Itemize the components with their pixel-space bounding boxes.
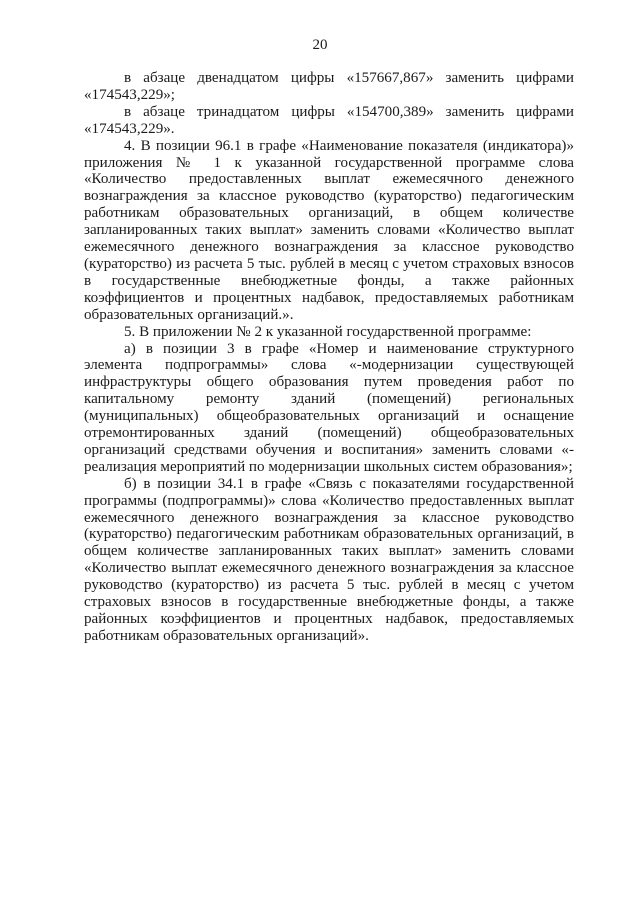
paragraph-twelfth-subparagraph: в абзаце двенадцатом цифры «157667,867» заменить цифрами «174543,229»; — [84, 70, 574, 103]
paragraph-item-5a: а) в позиции 3 в графе «Номер и наименование структурного элемента подпрограммы» слова «-модернизации существующей инфраструктуры общего образования путем проведения работ по капитальному ремонту зданий (помещений) региональных (муниципальных) общеобразовательных организаций и оснащение отремонтированных зданий (помещений) общеобразовательных организаций средствами обучения и воспитания» заменить словами «-реализация мероприятий по модернизации школьных систем образования»; — [84, 340, 574, 475]
document-body — [84, 70, 574, 645]
paragraph-item-5: 5. В приложении № 2 к указанной государственной программе: — [124, 323, 532, 340]
paragraph-item-4: 4. В позиции 96.1 в графе «Наименование показателя (индикатора)» приложения № 1 к указанной государственной программе слова «Количество предоставленных выплат ежемесячного денежного вознаграждения за классное руководство (кураторство) педагогическим работникам образовательных организаций, в общем количестве запланированных таких выплат» заменить словами «Количество выплат ежемесячного денежного вознаграждения за классное руководство (кураторство) из расчета 5 тыс. рублей в месяц с учетом страховых взносов в государственные внебюджетные фонды, а также районных коэффициентов и процентных надбавок, предоставляемых работникам образовательных организаций.». — [84, 137, 574, 323]
paragraph-item-5b: б) в позиции 34.1 в графе «Связь с показателями государственной программы (подпрограммы)» слова «Количество предоставленных выплат ежемесячного денежного вознаграждения за классное руководство (кураторство) педагогическим работникам образовательных организаций, в общем количестве запланированных таких выплат» заменить словами «Количество выплат ежемесячного денежного вознаграждения за классное руководство (кураторство) из расчета 5 тыс. рублей в месяц с учетом страховых взносов в государственные внебюджетные фонды, а также районных коэффициентов и процентных надбавок, предоставляемых работникам образовательных организаций». — [84, 475, 574, 644]
page-number: 20 — [312, 37, 328, 53]
paragraph-thirteenth-subparagraph: в абзаце тринадцатом цифры «154700,389» заменить цифрами «174543,229». — [84, 103, 574, 137]
